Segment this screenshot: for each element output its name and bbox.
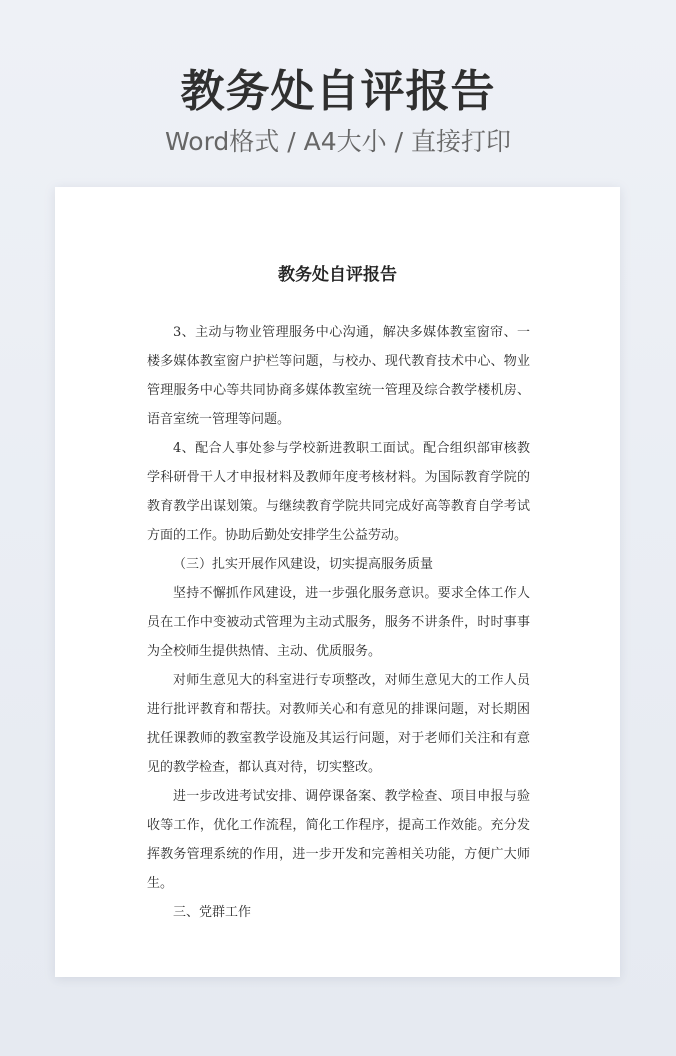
document-paragraph: 3、主动与物业管理服务中心沟通，解决多媒体教室窗帘、一楼多媒体教室窗户护栏等问题，与校办、现代教育技术中心、物业管理服务中心等共同协商多媒体教室统一管理及综合教学楼机房、语音室统一管理等问题。	[147, 325, 530, 427]
document-paragraph: 对师生意见大的科室进行专项整改，对师生意见大的工作人员进行批评教育和帮扶。对教师关心和有意见的排课问题，对长期困扰任课教师的教室教学设施及其运行问题，对于老师们关注和有意见的教学检查，都认真对待，切实整改。	[147, 673, 530, 775]
document-title: 教务处自评报告	[278, 265, 397, 285]
document-body	[147, 318, 530, 927]
document-paragraph: 4、配合人事处参与学校新进教职工面试。配合组织部审核教学科研骨干人才申报材料及教师年度考核材料。为国际教育学院的教育教学出谋划策。与继续教育学院共同完成好高等教育自学考试方面的工作。协助后勤处安排学生公益劳动。	[147, 441, 530, 543]
document-page	[55, 187, 620, 977]
document-paragraph: （三）扎实开展作风建设，切实提高服务质量	[173, 557, 434, 572]
document-paragraph: 坚持不懈抓作风建设，进一步强化服务意识。要求全体工作人员在工作中变被动式管理为主动式服务，服务不讲条件，时时事事为全校师生提供热情、主动、优质服务。	[147, 586, 530, 659]
page-title: 教务处自评报告	[180, 66, 496, 117]
page-subtitle: Word格式 / A4大小 / 直接打印	[165, 127, 511, 156]
document-paragraph: 三、党群工作	[173, 905, 252, 920]
page-header	[0, 64, 676, 158]
document-paragraph: 进一步改进考试安排、调停课备案、教学检查、项目申报与验收等工作，优化工作流程，简化工作程序，提高工作效能。充分发挥教务管理系统的作用，进一步开发和完善相关功能，方便广大师生。	[147, 789, 530, 891]
